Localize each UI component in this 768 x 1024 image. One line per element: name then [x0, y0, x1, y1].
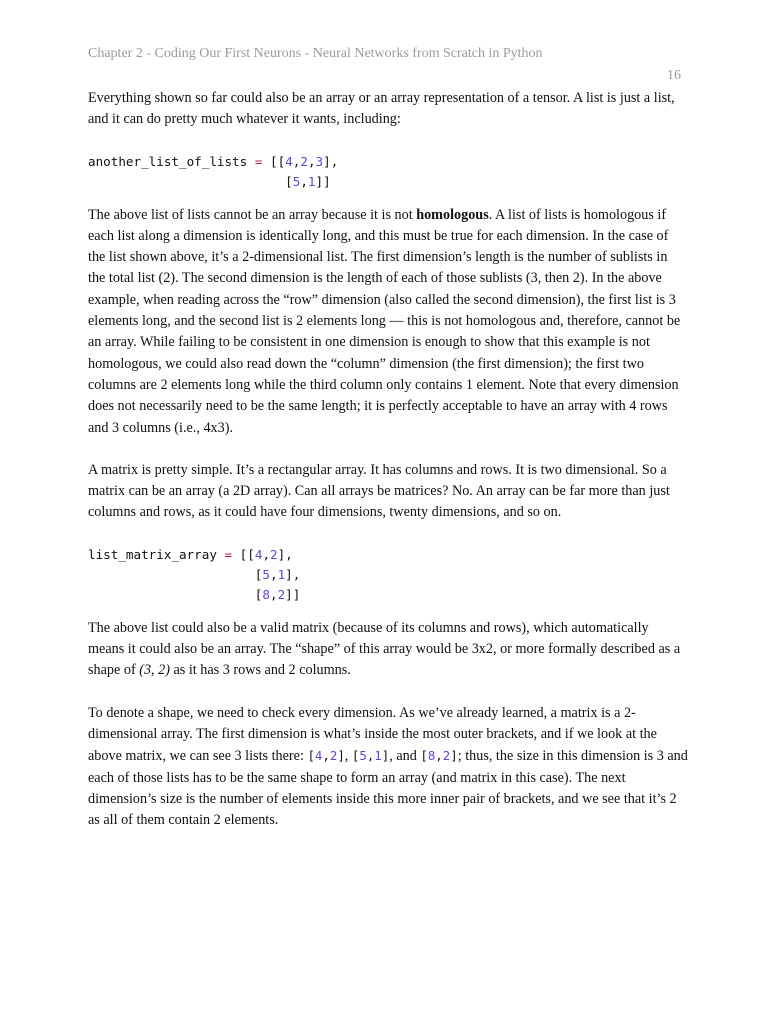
text-span: To denote a shape, we need to check every dimension. As we’ve already learned, a matrix is a 2-dimensional array. The first dimension is what’s inside the most outer brackets, and if we look at the above matrix, we can see 3 lists there:: [88, 704, 657, 765]
code-number: 4: [254, 546, 263, 562]
code-number: 2: [300, 153, 308, 169]
code-block-list-matrix-array: list_matrix_array = [[4,2], [5,1], [8,2]]: [88, 546, 301, 602]
code-number: 3: [315, 153, 324, 169]
code-number: 1: [307, 173, 316, 189]
code-number: 4: [285, 153, 293, 169]
paragraph-matrix: A matrix is pretty simple. It’s a rectangular array. It has columns and rows. It is two dimensional. So a matrix can be an array (a 2D array). Can all arrays be matrices? No. An array can be far more than just columns and rows, as it could have four dimensions, twenty dimensions, and so on.: [88, 461, 670, 521]
bold-term: homologous: [416, 206, 489, 223]
paragraph-intro: Everything shown so far could also be an array or an array representation of a tensor. A list is just a list, and it can do pretty much whatever it wants, including:: [88, 90, 675, 128]
paragraph-denote-shape: [88, 703, 688, 832]
inline-code-list: [8,2]: [420, 748, 458, 764]
text-span: as it has 3 rows and 2 columns.: [169, 662, 351, 679]
italic-shape: (3, 2): [139, 662, 170, 679]
page-number: 16: [667, 68, 681, 83]
code-number: 4: [314, 748, 323, 764]
text-span: ; thus, the size in this dimension is 3 and each of those lists has to be the same shape to form an array (and matrix in this case). The next dimension’s size is the number of elements inside this more inner pair of brackets, and we see that it’s 2 as all of them contain 2 elements.: [88, 748, 688, 829]
code-number: 5: [292, 173, 301, 189]
text-span: The above list of lists cannot be an array because it is not: [88, 206, 417, 223]
code-number: 5: [359, 748, 367, 764]
text-span: The above list could also be a valid matrix (because of its columns and rows), which automatically means it could also be an array. The “shape” of this array would be 3x2, or more formally described as a shape of: [88, 619, 681, 679]
paragraph-shape: [88, 618, 688, 682]
text-span: . A list of lists is homologous if each list along a dimension is identically long, and this must be true for each dimension. In the case of the list shown above, it’s a 2-dimensional list. The first dimension’s length is the number of sublists in the total list (2). The second dimension is the length of each of those sublists (3, then 2). In the above example, when reading across the “row” dimension (also called the second dimension), the first list is 3 elements long, and the second list is 2 elements long — this is not homologous and, therefore, cannot be an array. While failing to be consistent in one dimension is enough to show that this example is not homologous, we could also read down the “column” dimension (the first dimension); the first two columns are 2 elements long while the third column only contains 1 element. Note that every dimension does not necessarily need to be the same length; it is perfectly acceptable to have an array with 4 rows and 3 columns (i.e., 4x3).: [88, 206, 681, 436]
page-header: Chapter 2 - Coding Our First Neurons - Neural Networks from Scratch in Python: [88, 46, 543, 61]
code-variable: list_matrix_array: [88, 546, 217, 562]
code-number: 1: [374, 748, 382, 764]
code-number: 1: [277, 566, 286, 582]
inline-code-list: [5,1]: [351, 748, 390, 764]
code-number: 2: [442, 748, 451, 764]
code-operator: =: [254, 153, 263, 169]
code-number: 2: [329, 748, 338, 764]
code-block-another-list-of-lists: another_list_of_lists = [[4,2,3], [5,1]]: [88, 153, 339, 189]
code-number: 2: [277, 586, 286, 602]
code-number: 8: [427, 748, 436, 764]
paragraph-homologous: [88, 205, 688, 439]
code-number: 5: [262, 566, 270, 582]
text-span: ,: [344, 748, 352, 765]
text-span: , and: [389, 748, 421, 765]
page-content: [88, 88, 688, 831]
code-variable: another_list_of_lists: [88, 153, 248, 169]
inline-code-list: [4,2]: [307, 748, 345, 764]
code-number: 8: [262, 586, 270, 602]
code-number: 2: [270, 546, 278, 562]
code-operator: =: [224, 546, 233, 562]
